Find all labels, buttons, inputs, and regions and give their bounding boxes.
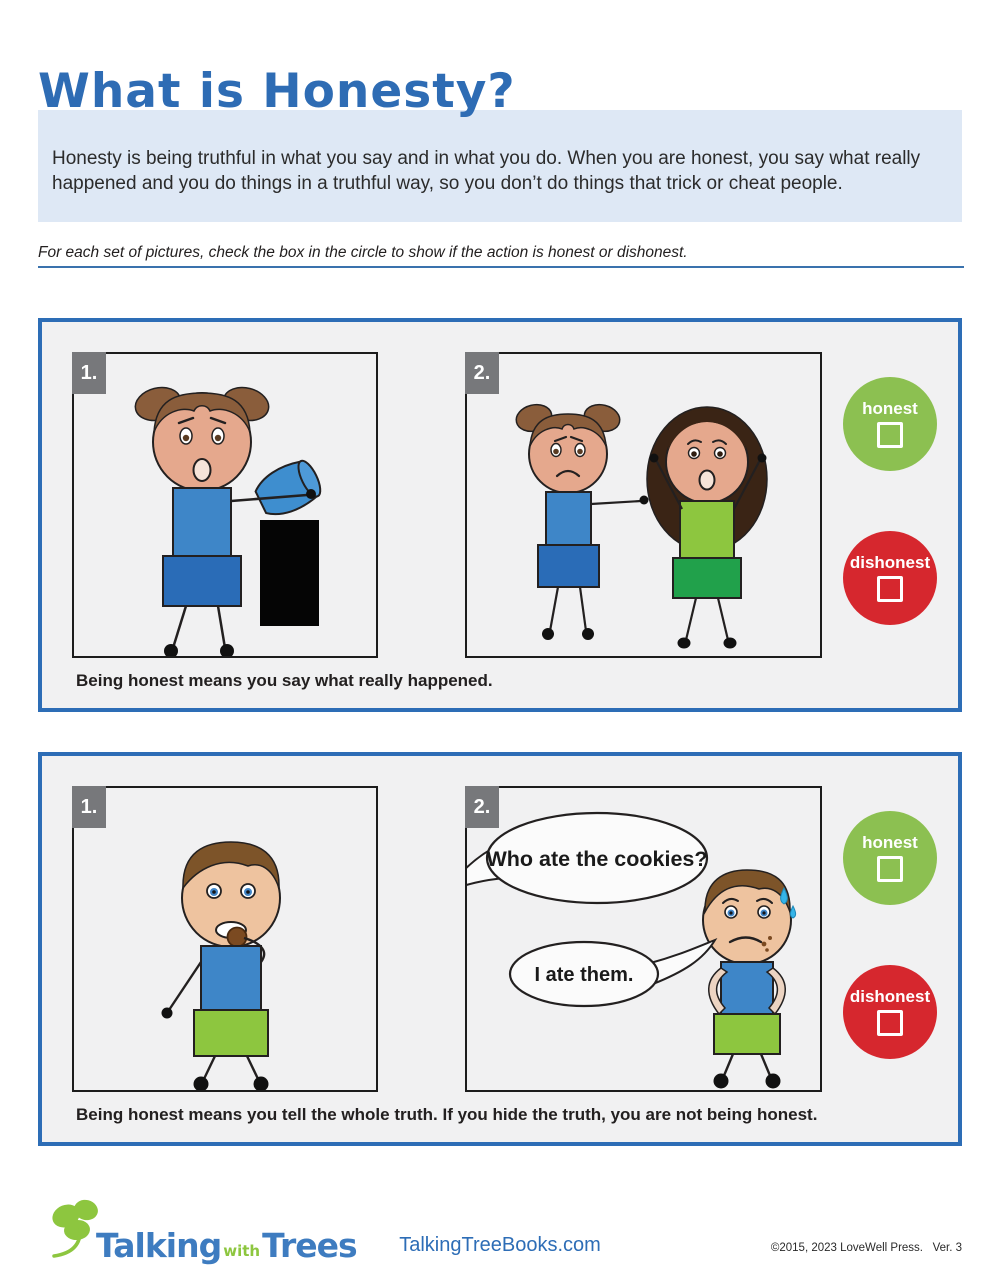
honest-choice-section-1 — [843, 377, 937, 471]
honest-checkbox[interactable] — [877, 422, 903, 448]
speech-bubble-question — [467, 813, 708, 903]
section-caption: Being honest means you say what really happened. — [76, 671, 493, 690]
panel-number-badge: 2. — [465, 352, 499, 394]
crumb-icon — [768, 936, 772, 940]
copyright-text: ©2015, 2023 LoveWell Press. Ver. 3 — [770, 1242, 962, 1254]
vase-icon — [251, 455, 326, 522]
website-link[interactable]: TalkingTreeBooks.com — [399, 1234, 601, 1256]
crumb-icon — [765, 948, 769, 952]
sweat-drop-icon — [790, 906, 795, 918]
picture-panel-2-2 — [465, 786, 822, 1092]
mom-figure — [647, 407, 767, 649]
dishonest-checkbox[interactable] — [877, 576, 903, 602]
logo-text-trees: Trees — [262, 1226, 357, 1265]
logo-text-talking: Talking — [96, 1226, 222, 1265]
crumb-icon — [762, 942, 767, 947]
boy-figure — [162, 842, 281, 1090]
page-title: What is Honesty? — [38, 64, 516, 119]
honest-label: honest — [862, 833, 918, 852]
honest-label: honest — [862, 399, 918, 418]
pedestal-icon — [260, 520, 319, 626]
panel-number-badge: 2. — [465, 786, 499, 828]
activity-card-2 — [38, 752, 962, 1146]
girl-figure — [513, 401, 648, 640]
speech-bubble-answer — [510, 940, 715, 1006]
instruction-text: For each set of pictures, check the box in the circle to show if the action is honest or dishonest. — [38, 244, 688, 261]
cookie-icon — [228, 928, 247, 947]
dishonest-choice-section-2 — [843, 965, 937, 1059]
nervous-boy-figure — [703, 870, 796, 1089]
picture-panel-2-1 — [72, 786, 378, 1092]
activity-card-1 — [38, 318, 962, 712]
dishonest-choice-section-1 — [843, 531, 937, 625]
picture-panel-1-1 — [72, 352, 378, 658]
dishonest-label: dishonest — [849, 553, 931, 572]
dishonest-label: dishonest — [849, 987, 931, 1006]
intro-text: Honesty is being truthful in what you say and in what you do. When you are honest, you say what really happened and you do things in a truthful way, so you don’t do things that trick or cheat people. — [52, 148, 921, 195]
intro-box — [38, 110, 962, 222]
panel-number-badge: 1. — [72, 352, 106, 394]
divider-rule — [38, 266, 964, 268]
illustration-boy-confessing — [467, 788, 820, 1090]
logo-text-with: with — [223, 1242, 261, 1260]
honest-checkbox[interactable] — [877, 856, 903, 882]
bubble-question-text: Who ate the cookies? — [486, 847, 708, 871]
bubble-answer-text: I ate them. — [534, 964, 634, 986]
section-caption: Being honest means you tell the whole truth. If you hide the truth, you are not being honest. — [76, 1105, 818, 1124]
panel-number-badge: 1. — [72, 786, 106, 828]
honest-choice-section-2 — [843, 811, 937, 905]
illustration-girl-telling-mom — [467, 354, 820, 656]
illustration-girl-spilled-vase — [74, 354, 376, 656]
picture-panel-1-2 — [465, 352, 822, 658]
dishonest-checkbox[interactable] — [877, 1010, 903, 1036]
illustration-boy-eating-cookie — [74, 788, 376, 1090]
